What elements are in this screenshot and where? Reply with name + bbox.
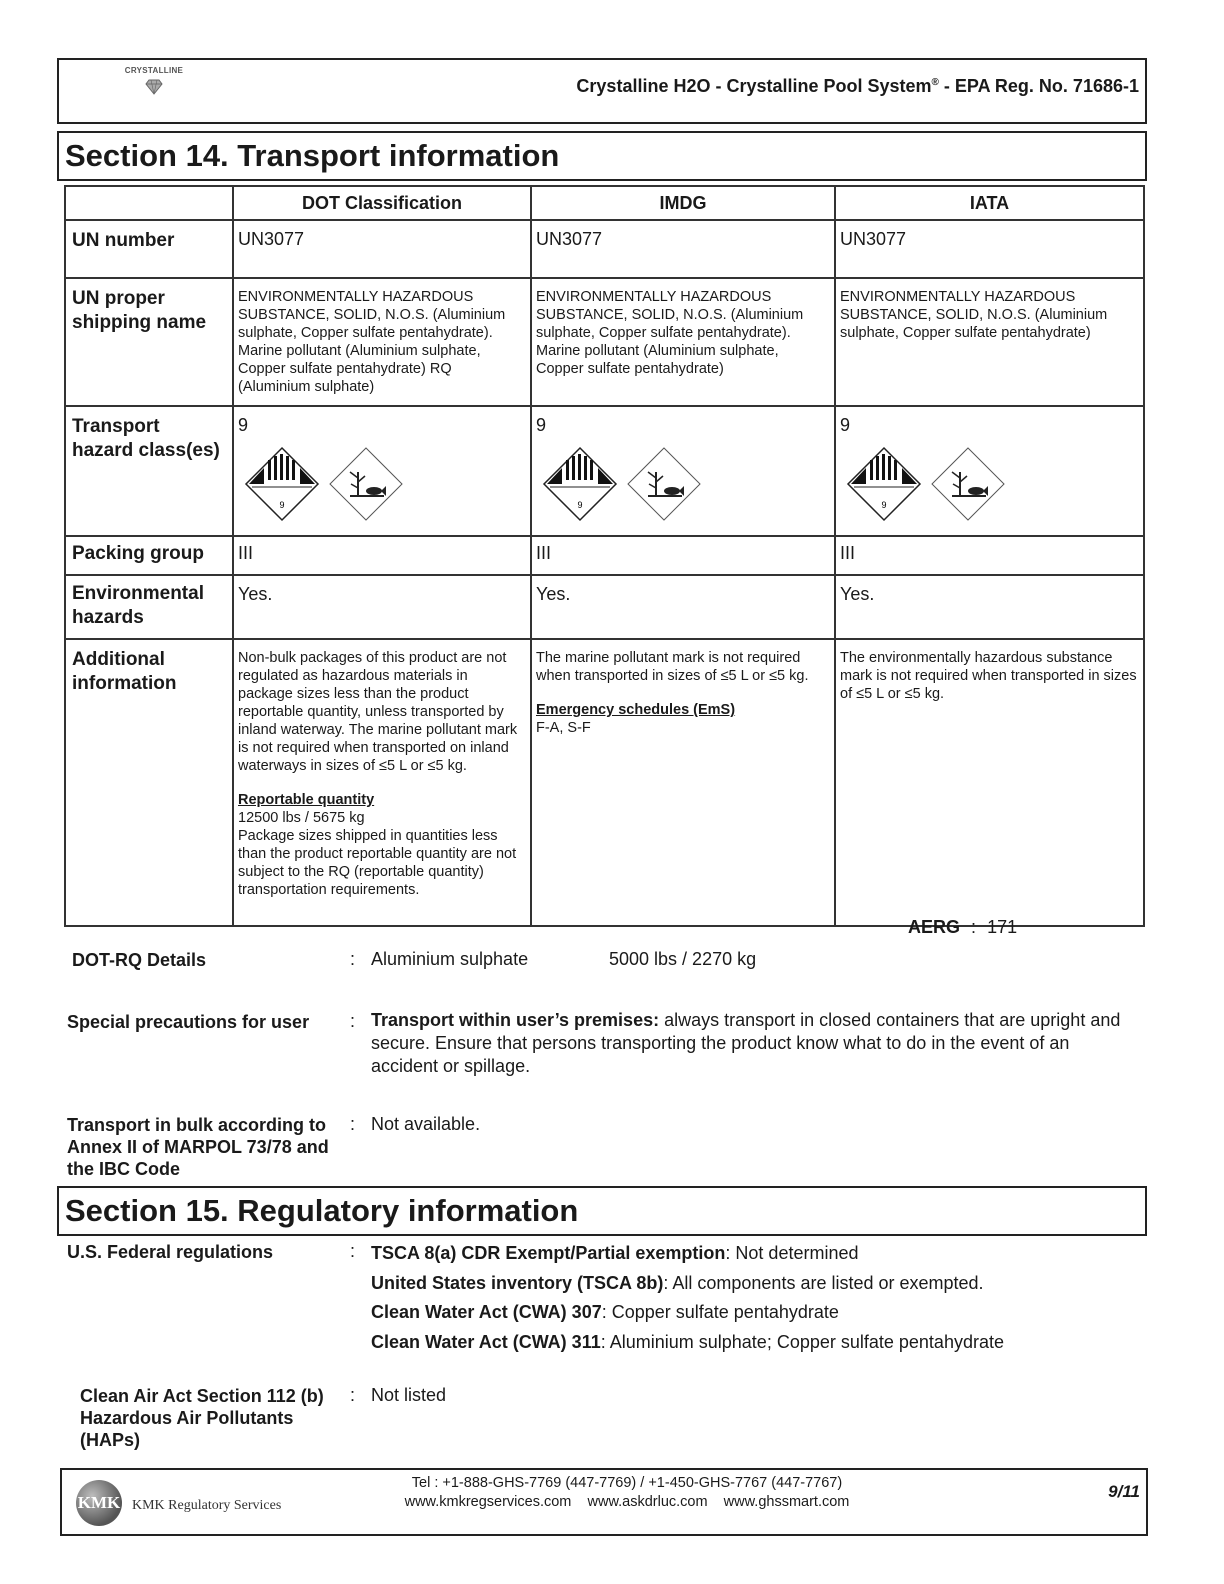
class-9-hazard-icon [542,446,618,522]
cell-imdg-un-number: UN3077 [531,220,835,278]
column-header-dot: DOT Classification [233,186,531,220]
hazard-class-value: 9 [840,415,851,435]
table-row-additional [65,639,1144,926]
footer-tel: Tel : +1-888-GHS-7769 (447-7769) / +1-450-GHS-7767 (447-7767) [411,1475,843,1491]
table-row-env-hazards [65,575,1144,639]
company-name: KMK Regulatory Services [132,1498,282,1513]
footer-contact [402,1474,852,1512]
class-digit: 9 [881,500,887,510]
row-label-packing-group: Packing group [65,536,233,575]
table-row-hazard-class [65,406,1144,536]
cell-iata-additional: The environmentally hazardous substance mark is not required when transported in sizes of ≤5 L or ≤5 kg. [835,639,1144,926]
hazard-class-value: 9 [238,415,249,435]
section-14-title: Section 14. Transport information [57,131,1147,181]
environment-hazard-icon [930,446,1006,522]
clean-air-act-value: Not listed [371,1385,447,1405]
special-precautions-label: Special precautions for user [67,1012,310,1032]
row-label-hazard-class: Transport hazard class(es) [65,406,233,536]
ems-value: F-A, S-F [536,720,591,736]
hazard-pictograms [840,446,1139,522]
cell-dot-packing-group: III [233,536,531,575]
kmk-logo: KMK [76,1480,122,1526]
list-item: TSCA 8(a) CDR Exempt/Partial exemption: Not determined [371,1243,859,1263]
footer-web: www.kmkregservices.com www.askdrluc.com www.ghssmart.com [404,1494,850,1510]
crystalline-logo [119,66,189,100]
cell-iata-un-number: UN3077 [835,220,1144,278]
cell-dot-additional [233,639,531,926]
row-label-additional: Additional information [65,639,233,926]
aerg-value: 171 [987,917,1018,937]
aerg: AERG : 171 [908,917,1018,937]
cell-imdg-shipping-name: ENVIRONMENTALLY HAZARDOUS SUBSTANCE, SOLID, N.O.S. (Aluminium sulphate, Copper sulfate pentahydrate). Marine pollutant (Aluminium sulphate, Copper sulfate pentahydrate) [531,278,835,406]
blank-header-cell [65,186,233,220]
cell-dot-hazard-class [233,406,531,536]
federal-regulations-label: U.S. Federal regulations [67,1242,274,1262]
dot-additional-text: Non-bulk packages of this product are not regulated as hazardous materials in package sizes less than the product reportable quantity, unless transported by inland waterway. The marine pollutant mark is not required when transported on inland waterways in sizes of ≤5 L or ≤5 kg. [238,650,518,774]
clean-air-act-label: Clean Air Act Section 112 (b) Hazardous Air Pollutants (HAPs) [80,1386,324,1450]
hazard-pictograms [238,446,526,522]
environment-hazard-icon [626,446,702,522]
row-label-shipping-name: UN proper shipping name [65,278,233,406]
section-15-title: Section 15. Regulatory information [57,1186,1147,1236]
gem-icon [145,79,163,95]
table-row-un-number [65,220,1144,278]
transport-table [64,185,1145,927]
reportable-quantity-value: 12500 lbs / 5675 kg [238,810,365,826]
imdg-additional-text: The marine pollutant mark is not required when transported in sizes of ≤5 L or ≤5 kg. [536,650,809,684]
class-digit: 9 [279,500,285,510]
class-9-hazard-icon [846,446,922,522]
cell-imdg-env-hazards: Yes. [531,575,835,639]
table-header-row [65,186,1144,220]
transport-bulk-value: Not available. [371,1114,481,1134]
cell-iata-shipping-name: ENVIRONMENTALLY HAZARDOUS SUBSTANCE, SOLID, N.O.S. (Aluminium sulphate, Copper sulfate pentahydrate) [835,278,1144,406]
dot-rq-amount: 5000 lbs / 2270 kg [609,949,757,969]
dot-rq-label: DOT-RQ Details [72,950,207,970]
logo-text: CRYSTALLINE [124,66,184,75]
hazard-pictograms [536,446,830,522]
special-precautions-value: Transport within user’s premises: always transport in closed containers that are upright and secure. Ensure that persons transporting the product know what to do in the event of an accident or spillage. [371,1010,1121,1076]
column-header-imdg: IMDG [531,186,835,220]
cell-iata-hazard-class [835,406,1144,536]
row-label-env-hazards: Environmental hazards [65,575,233,639]
document-title: Crystalline H2O - Crystalline Pool System® - EPA Reg. No. 71686-1 [576,76,1139,96]
cell-dot-shipping-name: ENVIRONMENTALLY HAZARDOUS SUBSTANCE, SOLID, N.O.S. (Aluminium sulphate, Copper sulfate pentahydrate). Marine pollutant (Aluminium sulphate, Copper sulfate pentahydrate) RQ (Aluminium sulphate) [233,278,531,406]
cell-imdg-packing-group: III [531,536,835,575]
list-item: Clean Water Act (CWA) 307: Copper sulfate pentahydrate [371,1302,839,1322]
hazard-class-value: 9 [536,415,547,435]
column-header-iata: IATA [835,186,1144,220]
list-item: United States inventory (TSCA 8b): All components are listed or exempted. [371,1272,984,1293]
row-label-un-number: UN number [65,220,233,278]
federal-regulations-list [371,1239,1004,1357]
list-item: Clean Water Act (CWA) 311: Aluminium sulphate; Copper sulfate pentahydrate [371,1331,1004,1352]
ems-heading: Emergency schedules (EmS) [536,702,736,718]
document-header [57,58,1147,124]
cell-iata-packing-group: III [835,536,1144,575]
table-row-packing-group [65,536,1144,575]
transport-bulk-label: Transport in bulk according to Annex II of MARPOL 73/78 and the IBC Code [67,1115,329,1179]
aerg-label: AERG [908,917,961,937]
page-number: 9/11 [1108,1482,1140,1501]
cell-imdg-additional [531,639,835,926]
cell-imdg-hazard-class [531,406,835,536]
class-digit: 9 [577,500,583,510]
class-9-hazard-icon [244,446,320,522]
dot-rq-substance: Aluminium sulphate [371,949,529,969]
reportable-quantity-heading: Reportable quantity [238,792,375,808]
cell-dot-env-hazards: Yes. [233,575,531,639]
document-footer [60,1468,1148,1536]
reportable-quantity-note: Package sizes shipped in quantities less than the product reportable quantity are not subject to the RQ (reportable quantity) transportation requirements. [238,828,517,898]
environment-hazard-icon [328,446,404,522]
table-row-shipping-name [65,278,1144,406]
cell-iata-env-hazards: Yes. [835,575,1144,639]
cell-dot-un-number: UN3077 [233,220,531,278]
